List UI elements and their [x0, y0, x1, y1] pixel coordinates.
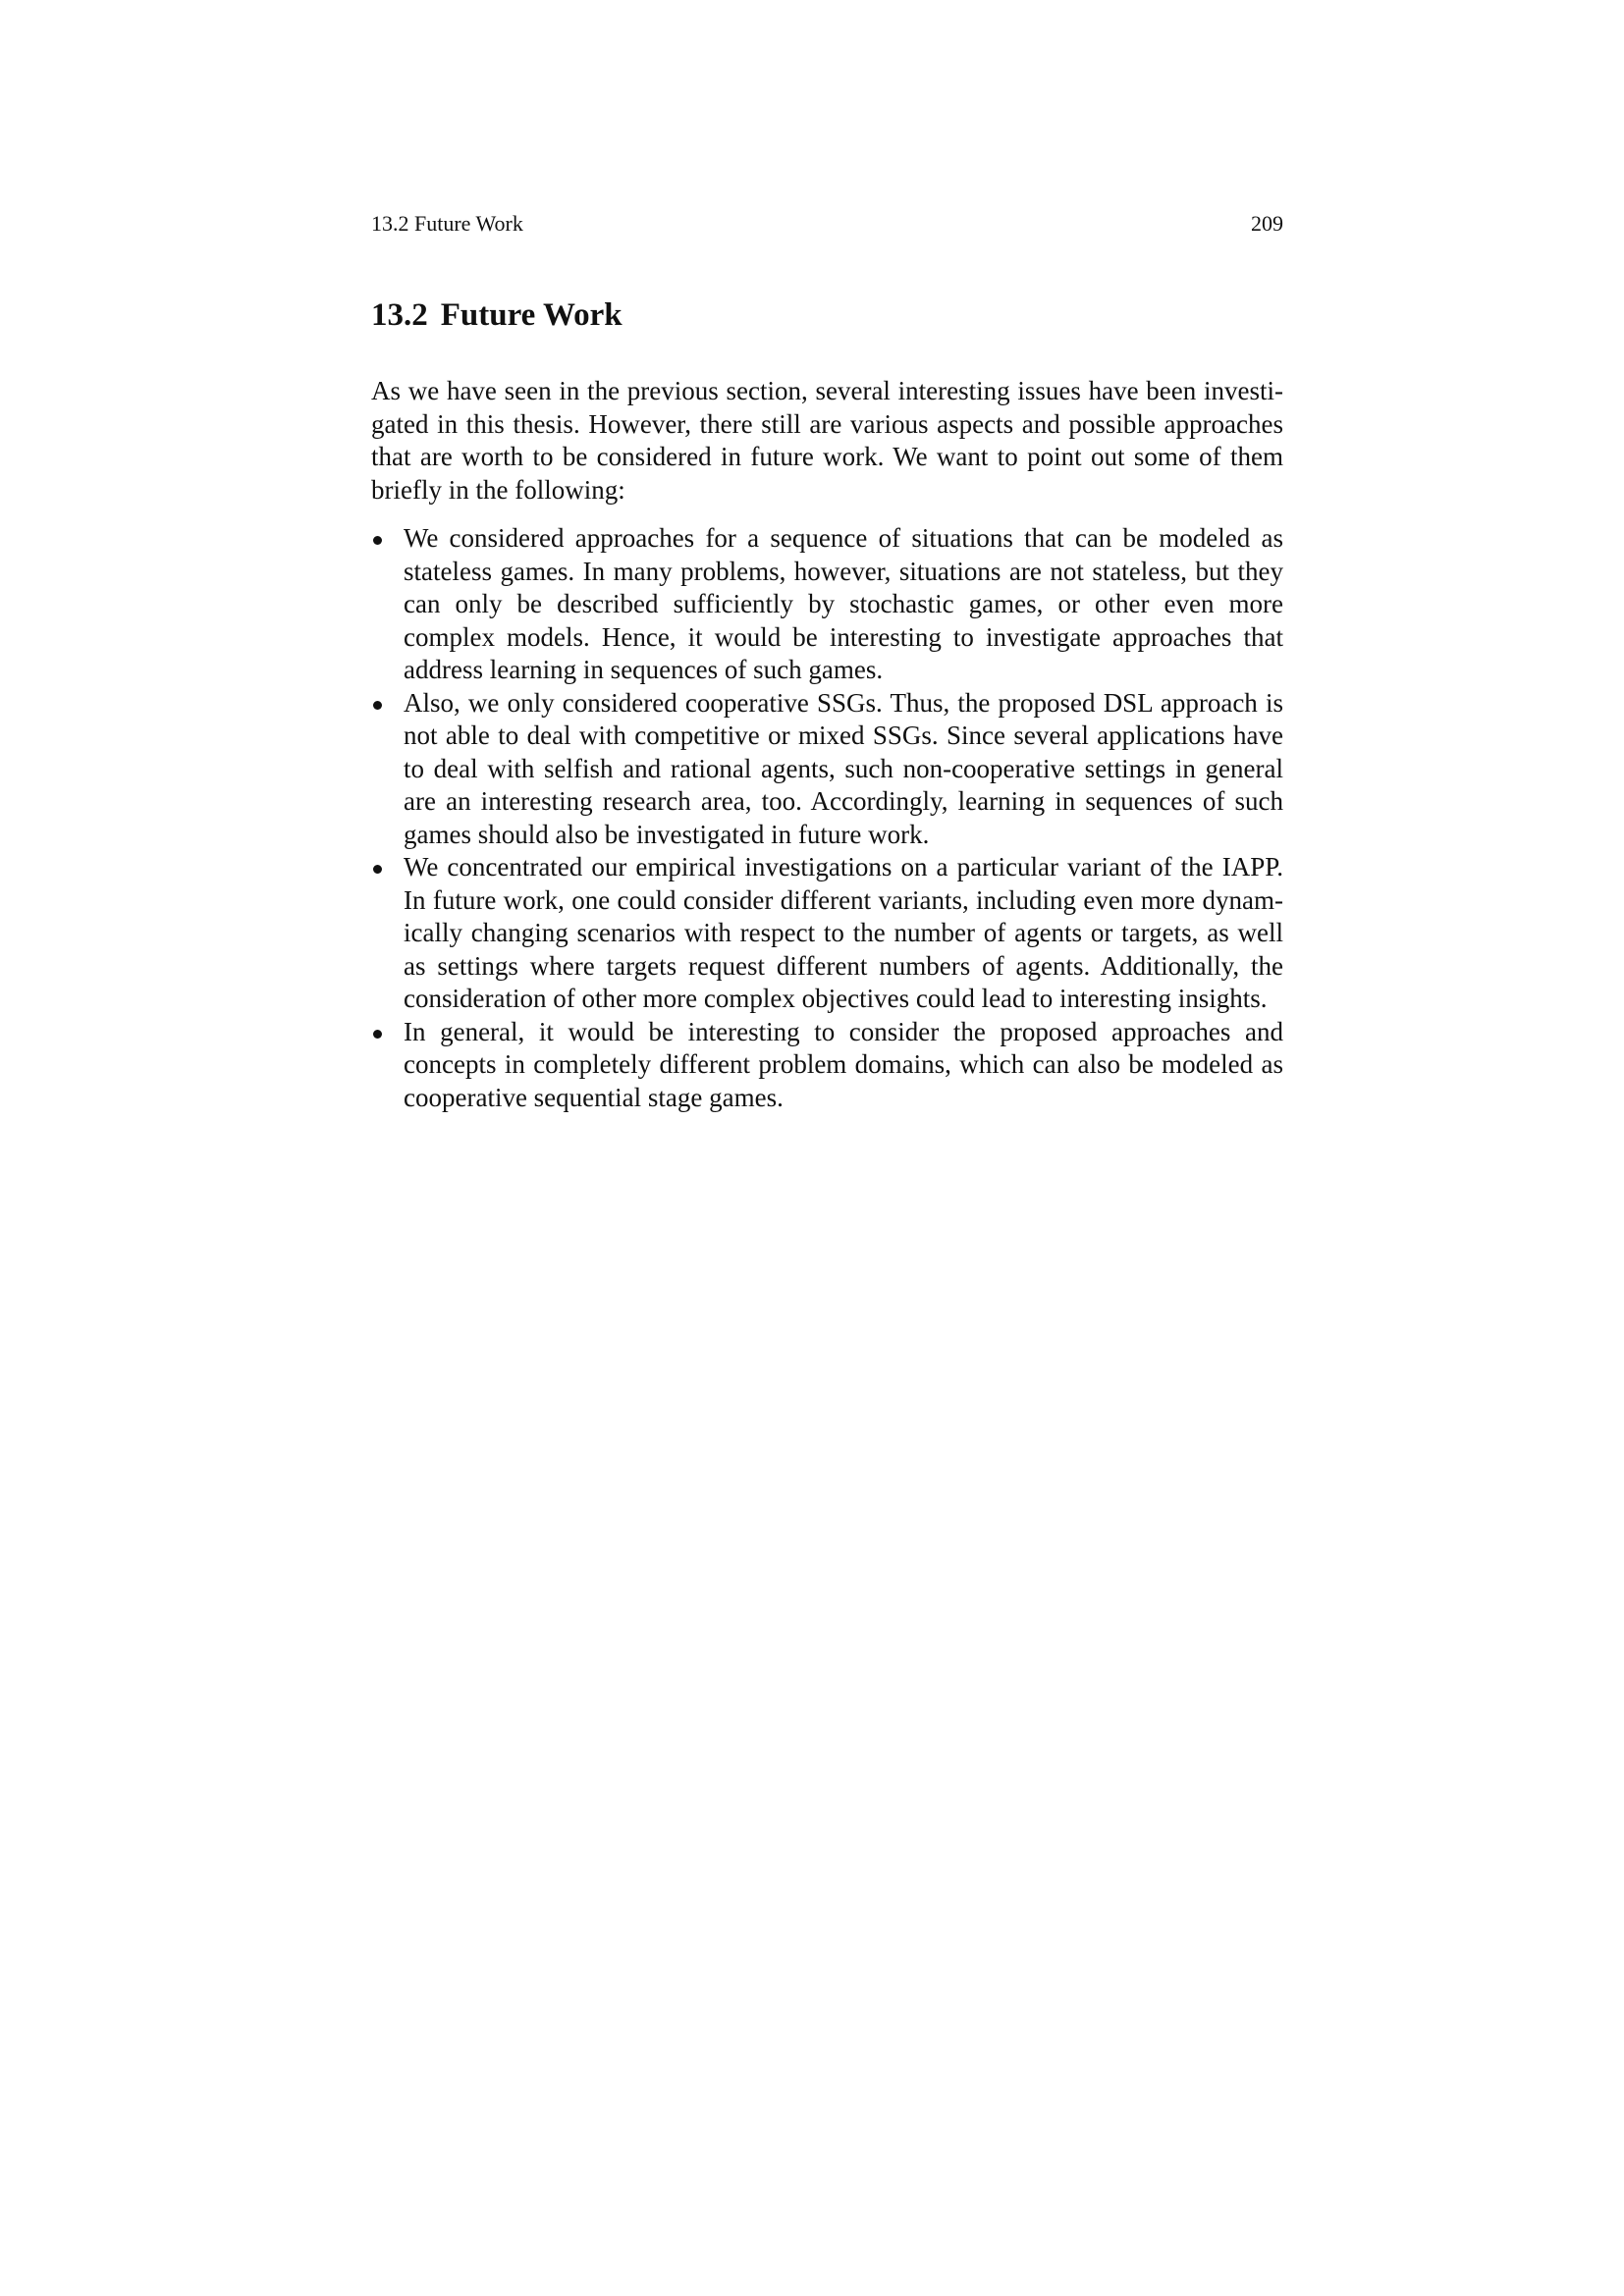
section-heading: [371, 294, 623, 336]
bullet-icon: [373, 1030, 382, 1039]
running-header-section: 13.2 Future Work: [371, 211, 523, 236]
list-item-text: We concentrated our empirical investigations on a particular variant of the IAPP. In future work, one could consider different variants, including even more dynamically changing scenarios with respect to the number of agents or targets, as well as settings where targets request different numbers of agents. Additionally, the consideration of other more complex objectives could lead to interesting insights.: [404, 852, 1283, 1013]
list-item: [371, 687, 1283, 852]
intro-paragraph: As we have seen in the previous section, several interesting issues have been investigated in this thesis. However, there still are various aspects and possible approaches that are worth to be considered in future work. We want to point out some of them briefly in the following:: [371, 376, 1283, 505]
list-item: [371, 522, 1283, 687]
section-number: 13.2: [371, 297, 428, 333]
section-title: Future Work: [440, 297, 623, 333]
future-work-list: [371, 522, 1283, 1114]
bullet-icon: [373, 536, 382, 545]
list-item: [371, 1016, 1283, 1115]
list-item-text: In general, it would be interesting to consider the proposed approaches and concepts in completely different problem domains, which can also be modeled as cooperative sequential stage games.: [404, 1016, 1283, 1112]
list-item-text: Also, we only considered cooperative SSGs. Thus, the proposed DSL approach is not able to deal with competitive or mixed SSGs. Since several applications have to deal with selfish and rational agents, such non-cooperative settings in general are an interesting research area, too. Accordingly, learning in sequences of such games should also be investigated in future work.: [404, 687, 1283, 849]
bullet-icon: [373, 865, 382, 874]
list-item: [371, 851, 1283, 1016]
section-body: [371, 375, 1283, 1114]
running-header: [371, 209, 1283, 239]
bullet-icon: [373, 701, 382, 710]
page-number: 209: [1251, 211, 1283, 236]
list-item-text: We considered approaches for a sequence of situations that can be modeled as stateless games. In many problems, however, situations are not stateless, but they can only be described sufficiently by stochastic games, or other even more complex models. Hence, it would be interesting to investigate approaches that address learning in sequences of such games.: [404, 523, 1283, 684]
